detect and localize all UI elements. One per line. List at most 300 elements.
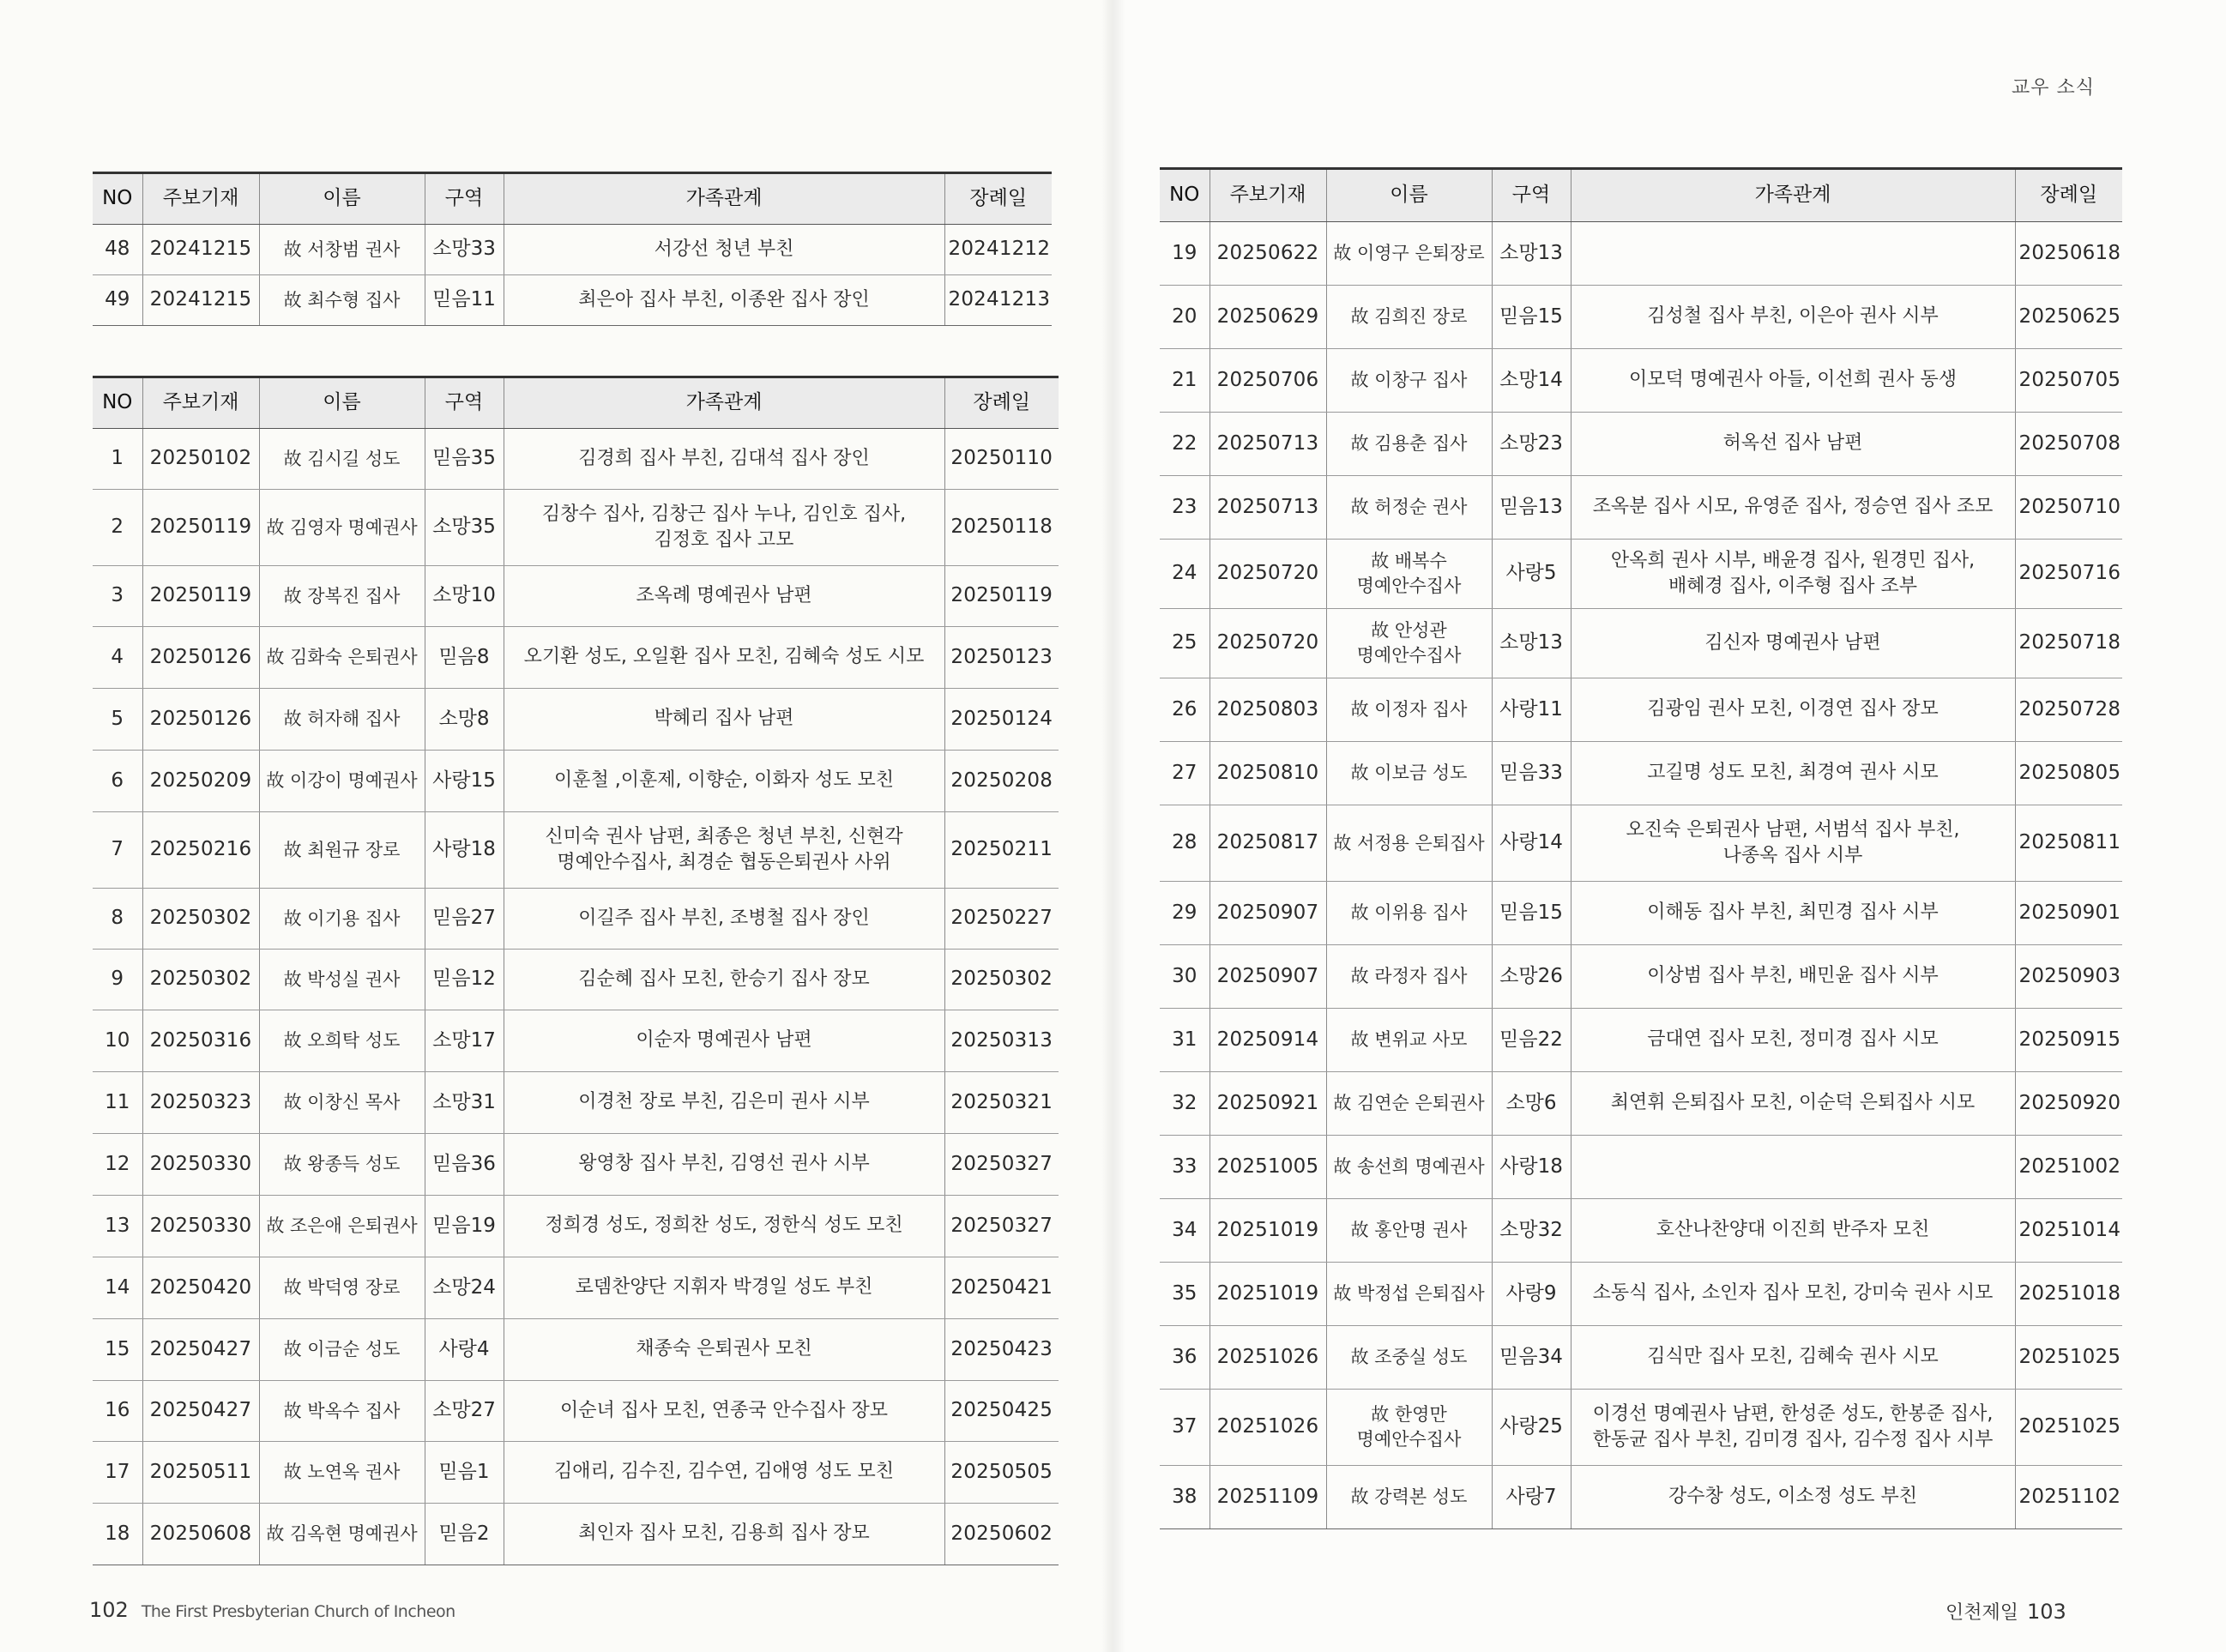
- family-relation: 최연휘 은퇴집사 모친, 이순덕 은퇴집사 시모: [1571, 1072, 2015, 1136]
- table-row: [1160, 805, 2122, 882]
- bulletin-date: 20251026: [1210, 1326, 1326, 1390]
- bulletin-date: 20250427: [142, 1381, 259, 1442]
- family-relation: 김애리, 김수진, 김수연, 김애영 성도 모친: [504, 1442, 944, 1504]
- row-number: 31: [1160, 1009, 1210, 1072]
- district: 사랑7: [1492, 1466, 1571, 1529]
- deceased-name: 故 한영만 명예안수집사: [1326, 1390, 1492, 1466]
- table-row: [1160, 349, 2122, 413]
- deceased-name: 故 서창범 권사: [259, 225, 425, 275]
- church-name: The First Presbyterian Church of Incheon: [141, 1602, 455, 1621]
- bulletin-date: 20250907: [1210, 882, 1326, 945]
- funeral-date: 20250327: [944, 1196, 1059, 1257]
- row-number: 15: [93, 1319, 142, 1381]
- family-relation: 허옥선 집사 남편: [1571, 413, 2015, 476]
- family-relation: 로뎀찬양단 지휘자 박경일 성도 부친: [504, 1257, 944, 1319]
- bulletin-date: 20250608: [142, 1504, 259, 1565]
- family-relation: 김식만 집사 모친, 김혜숙 권사 시모: [1571, 1326, 2015, 1390]
- funeral-date: 20250716: [2015, 540, 2122, 609]
- row-number: 36: [1160, 1326, 1210, 1390]
- district: 믿음15: [1492, 882, 1571, 945]
- district: 믿음8: [425, 627, 504, 689]
- row-number: 49: [93, 275, 142, 326]
- funeral-date: 20250805: [2015, 742, 2122, 805]
- family-relation: 김창수 집사, 김창근 집사 누나, 김인호 집사, 김정호 집사 고모: [504, 490, 944, 566]
- deceased-name: 故 김시길 성도: [259, 429, 425, 490]
- row-number: 1: [93, 429, 142, 490]
- deceased-name: 故 김연순 은퇴권사: [1326, 1072, 1492, 1136]
- family-relation: 이순자 명예권사 남편: [504, 1010, 944, 1072]
- row-number: 6: [93, 751, 142, 812]
- table-row: [1160, 540, 2122, 609]
- table-row: [1160, 1263, 2122, 1326]
- funeral-date: 20250227: [944, 889, 1059, 950]
- deceased-name: 故 강력본 성도: [1326, 1466, 1492, 1529]
- funeral-date: 20250915: [2015, 1009, 2122, 1072]
- row-number: 2: [93, 490, 142, 566]
- table-row: [93, 275, 1052, 326]
- funeral-date: 20250705: [2015, 349, 2122, 413]
- family-relation: 이경천 장로 부친, 김은미 권사 시부: [504, 1072, 944, 1134]
- district: 믿음35: [425, 429, 504, 490]
- family-relation: 김성철 집사 부친, 이은아 권사 시부: [1571, 286, 2015, 349]
- bulletin-date: 20250316: [142, 1010, 259, 1072]
- funeral-date: 20250423: [944, 1319, 1059, 1381]
- header-district: 구역: [425, 173, 504, 225]
- district: 소망13: [1492, 609, 1571, 678]
- bulletin-date: 20251019: [1210, 1263, 1326, 1326]
- table-row: [1160, 1466, 2122, 1529]
- row-number: 20: [1160, 286, 1210, 349]
- row-number: 24: [1160, 540, 1210, 609]
- district: 믿음22: [1492, 1009, 1571, 1072]
- district: 믿음11: [425, 275, 504, 326]
- table-row: [93, 812, 1059, 889]
- row-number: 7: [93, 812, 142, 889]
- funeral-table-2024: [93, 172, 1052, 326]
- table-row: [93, 566, 1059, 627]
- table-row: [93, 1319, 1059, 1381]
- district: 소망32: [1492, 1199, 1571, 1263]
- book-gutter: [1101, 0, 1125, 1652]
- row-number: 8: [93, 889, 142, 950]
- bulletin-date: 20250907: [1210, 945, 1326, 1009]
- funeral-date: 20250123: [944, 627, 1059, 689]
- table-header-row: [1160, 169, 2122, 222]
- table-row: [93, 1504, 1059, 1565]
- row-number: 33: [1160, 1136, 1210, 1199]
- funeral-table-2025-right: [1160, 167, 2122, 1529]
- bulletin-date: 20250420: [142, 1257, 259, 1319]
- deceased-name: 故 최원규 장로: [259, 812, 425, 889]
- funeral-date: 20250728: [2015, 678, 2122, 742]
- row-number: 30: [1160, 945, 1210, 1009]
- district: 소망17: [425, 1010, 504, 1072]
- district: 믿음1: [425, 1442, 504, 1504]
- district: 사랑14: [1492, 805, 1571, 882]
- family-relation: 오진숙 은퇴권사 남편, 서범석 집사 부친, 나종옥 집사 시부: [1571, 805, 2015, 882]
- table-row: [1160, 678, 2122, 742]
- header-bulletin-date: 주보기재: [142, 173, 259, 225]
- row-number: 19: [1160, 222, 1210, 286]
- table-row: [93, 429, 1059, 490]
- family-relation: [1571, 1136, 2015, 1199]
- row-number: 28: [1160, 805, 1210, 882]
- funeral-date: 20251014: [2015, 1199, 2122, 1263]
- row-number: 26: [1160, 678, 1210, 742]
- header-funeral-date: 장례일: [944, 173, 1052, 225]
- funeral-date: 20251025: [2015, 1326, 2122, 1390]
- family-relation: 안옥희 권사 시부, 배윤경 집사, 원경민 집사, 배혜경 집사, 이주형 집사 조부: [1571, 540, 2015, 609]
- family-relation: 금대연 집사 모친, 정미경 집사 시모: [1571, 1009, 2015, 1072]
- district: 사랑4: [425, 1319, 504, 1381]
- section-label: 교우 소식: [2012, 77, 2096, 99]
- bulletin-date: 20250803: [1210, 678, 1326, 742]
- row-number: 5: [93, 689, 142, 751]
- header-family: 가족관계: [1571, 169, 2015, 222]
- table-row: [1160, 1390, 2122, 1466]
- funeral-date: 20250119: [944, 566, 1059, 627]
- bulletin-date: 20250126: [142, 689, 259, 751]
- family-relation: 이순녀 집사 모친, 연종국 안수집사 장모: [504, 1381, 944, 1442]
- family-relation: 최은아 집사 부친, 이종완 집사 장인: [504, 275, 944, 326]
- table-row: [1160, 222, 2122, 286]
- family-relation: 김광임 권사 모친, 이경연 집사 장모: [1571, 678, 2015, 742]
- family-relation: 이훈철 ,이훈제, 이향순, 이화자 성도 모친: [504, 751, 944, 812]
- row-number: 11: [93, 1072, 142, 1134]
- bulletin-date: 20250817: [1210, 805, 1326, 882]
- deceased-name: 故 이강이 명예권사: [259, 751, 425, 812]
- funeral-date: 20250618: [2015, 222, 2122, 286]
- funeral-date: 20250903: [2015, 945, 2122, 1009]
- family-relation: 이모덕 명예권사 아들, 이선희 권사 동생: [1571, 349, 2015, 413]
- district: 소망27: [425, 1381, 504, 1442]
- family-relation: 이경선 명예권사 남편, 한성준 성도, 한봉준 집사, 한동균 집사 부친, 김미경 집사, 김수정 집사 시부: [1571, 1390, 2015, 1466]
- family-relation: 이길주 집사 부친, 조병철 집사 장인: [504, 889, 944, 950]
- row-number: 25: [1160, 609, 1210, 678]
- row-number: 48: [93, 225, 142, 275]
- bulletin-date: 20250427: [142, 1319, 259, 1381]
- table-row: [93, 950, 1059, 1010]
- funeral-date: 20250302: [944, 950, 1059, 1010]
- family-relation: 소동식 집사, 소인자 집사 모친, 강미숙 권사 시모: [1571, 1263, 2015, 1326]
- header-bulletin-date: 주보기재: [1210, 169, 1326, 222]
- funeral-date: 20250124: [944, 689, 1059, 751]
- bulletin-date: 20250302: [142, 889, 259, 950]
- district: 소망26: [1492, 945, 1571, 1009]
- district: 소망23: [1492, 413, 1571, 476]
- family-relation: 조옥례 명예권사 남편: [504, 566, 944, 627]
- deceased-name: 故 이창신 목사: [259, 1072, 425, 1134]
- district: 사랑11: [1492, 678, 1571, 742]
- family-relation: 이해동 집사 부친, 최민경 집사 시부: [1571, 882, 2015, 945]
- table-row: [93, 1196, 1059, 1257]
- deceased-name: 故 박성실 권사: [259, 950, 425, 1010]
- funeral-date: 20250811: [2015, 805, 2122, 882]
- funeral-date: 20251102: [2015, 1466, 2122, 1529]
- family-relation: 정희경 성도, 정희찬 성도, 정한식 성도 모친: [504, 1196, 944, 1257]
- deceased-name: 故 배복수 명예안수집사: [1326, 540, 1492, 609]
- funeral-date: 20250920: [2015, 1072, 2122, 1136]
- funeral-date: 20251025: [2015, 1390, 2122, 1466]
- funeral-date: 20241213: [944, 275, 1052, 326]
- table-row: [1160, 882, 2122, 945]
- header-no: NO: [93, 173, 142, 225]
- table-row: [1160, 413, 2122, 476]
- row-number: 34: [1160, 1199, 1210, 1263]
- table-row: [1160, 286, 2122, 349]
- district: 소망6: [1492, 1072, 1571, 1136]
- table-row: [93, 1134, 1059, 1196]
- bulletin-date: 20250720: [1210, 540, 1326, 609]
- bulletin-date: 20250302: [142, 950, 259, 1010]
- table-row: [93, 689, 1059, 751]
- row-number: 38: [1160, 1466, 1210, 1529]
- district: 소망10: [425, 566, 504, 627]
- right-page-number: 103: [2027, 1600, 2066, 1624]
- deceased-name: 故 김희진 장로: [1326, 286, 1492, 349]
- bulletin-date: 20250810: [1210, 742, 1326, 805]
- deceased-name: 故 최수형 집사: [259, 275, 425, 326]
- bulletin-date: 20251005: [1210, 1136, 1326, 1199]
- header-no: NO: [93, 377, 142, 429]
- row-number: 18: [93, 1504, 142, 1565]
- table-row: [93, 1257, 1059, 1319]
- header-district: 구역: [1492, 169, 1571, 222]
- table-header-row: [93, 173, 1052, 225]
- deceased-name: 故 박옥수 집사: [259, 1381, 425, 1442]
- table-row: [93, 751, 1059, 812]
- table-row: [93, 1442, 1059, 1504]
- row-number: 35: [1160, 1263, 1210, 1326]
- deceased-name: 故 장복진 집사: [259, 566, 425, 627]
- table-row: [1160, 1199, 2122, 1263]
- district: 소망35: [425, 490, 504, 566]
- bulletin-date: 20250629: [1210, 286, 1326, 349]
- funeral-date: 20251018: [2015, 1263, 2122, 1326]
- row-number: 16: [93, 1381, 142, 1442]
- family-relation: 고길명 성도 모친, 최경여 권사 시모: [1571, 742, 2015, 805]
- bulletin-date: 20250720: [1210, 609, 1326, 678]
- deceased-name: 故 이영구 은퇴장로: [1326, 222, 1492, 286]
- family-relation: 왕영창 집사 부친, 김영선 권사 시부: [504, 1134, 944, 1196]
- bulletin-date: 20250323: [142, 1072, 259, 1134]
- table-row: [93, 889, 1059, 950]
- funeral-date: 20250425: [944, 1381, 1059, 1442]
- header-name: 이름: [259, 173, 425, 225]
- row-number: 22: [1160, 413, 1210, 476]
- row-number: 10: [93, 1010, 142, 1072]
- bulletin-date: 20250914: [1210, 1009, 1326, 1072]
- table-row: [1160, 609, 2122, 678]
- deceased-name: 故 오희탁 성도: [259, 1010, 425, 1072]
- table-header-row: [93, 377, 1059, 429]
- family-relation: 이상범 집사 부친, 배민윤 집사 시부: [1571, 945, 2015, 1009]
- left-page-number: 102: [89, 1598, 129, 1622]
- district: 믿음19: [425, 1196, 504, 1257]
- row-number: 27: [1160, 742, 1210, 805]
- district: 사랑15: [425, 751, 504, 812]
- family-relation: 호산나찬양대 이진희 반주자 모친: [1571, 1199, 2015, 1263]
- bulletin-date: 20250706: [1210, 349, 1326, 413]
- row-number: 29: [1160, 882, 1210, 945]
- row-number: 21: [1160, 349, 1210, 413]
- table-row: [93, 627, 1059, 689]
- bulletin-date: 20250713: [1210, 476, 1326, 540]
- funeral-date: 20250321: [944, 1072, 1059, 1134]
- funeral-date: 20250313: [944, 1010, 1059, 1072]
- table-row: [1160, 1072, 2122, 1136]
- table-row: [93, 1381, 1059, 1442]
- funeral-date: 20250602: [944, 1504, 1059, 1565]
- family-relation: 박혜리 집사 남편: [504, 689, 944, 751]
- row-number: 37: [1160, 1390, 1210, 1466]
- table-row: [93, 1072, 1059, 1134]
- bulletin-date: 20250119: [142, 566, 259, 627]
- funeral-date: 20250901: [2015, 882, 2122, 945]
- funeral-date: 20250710: [2015, 476, 2122, 540]
- row-number: 12: [93, 1134, 142, 1196]
- row-number: 14: [93, 1257, 142, 1319]
- table-row: [1160, 742, 2122, 805]
- deceased-name: 故 이금순 성도: [259, 1319, 425, 1381]
- row-number: 3: [93, 566, 142, 627]
- row-number: 13: [93, 1196, 142, 1257]
- table-row: [1160, 1136, 2122, 1199]
- family-relation: 신미숙 권사 남편, 최종은 청년 부친, 신현각 명예안수집사, 최경순 협동은퇴권사 사위: [504, 812, 944, 889]
- family-relation: 김경희 집사 부친, 김대석 집사 장인: [504, 429, 944, 490]
- magazine-name: 인천제일: [1945, 1602, 2019, 1624]
- family-relation: 김순혜 집사 모친, 한승기 집사 장모: [504, 950, 944, 1010]
- family-relation: 조옥분 집사 시모, 유영준 집사, 정승연 집사 조모: [1571, 476, 2015, 540]
- district: 소망14: [1492, 349, 1571, 413]
- family-relation: 서강선 청년 부친: [504, 225, 944, 275]
- deceased-name: 故 왕종득 성도: [259, 1134, 425, 1196]
- district: 믿음27: [425, 889, 504, 950]
- deceased-name: 故 이위용 집사: [1326, 882, 1492, 945]
- table-row: [1160, 945, 2122, 1009]
- deceased-name: 故 이정자 집사: [1326, 678, 1492, 742]
- bulletin-date: 20250622: [1210, 222, 1326, 286]
- deceased-name: 故 조은애 은퇴권사: [259, 1196, 425, 1257]
- bulletin-date: 20241215: [142, 225, 259, 275]
- district: 소망33: [425, 225, 504, 275]
- table-row: [1160, 1326, 2122, 1390]
- bulletin-date: 20250216: [142, 812, 259, 889]
- left-page-footer: [89, 1598, 455, 1622]
- family-relation: [1571, 222, 2015, 286]
- deceased-name: 故 변위교 사모: [1326, 1009, 1492, 1072]
- header-name: 이름: [259, 377, 425, 429]
- funeral-date: 20250421: [944, 1257, 1059, 1319]
- deceased-name: 故 조중실 성도: [1326, 1326, 1492, 1390]
- header-bulletin-date: 주보기재: [142, 377, 259, 429]
- row-number: 4: [93, 627, 142, 689]
- deceased-name: 故 송선희 명예권사: [1326, 1136, 1492, 1199]
- funeral-date: 20250708: [2015, 413, 2122, 476]
- deceased-name: 故 김용춘 집사: [1326, 413, 1492, 476]
- funeral-date: 20250718: [2015, 609, 2122, 678]
- bulletin-date: 20250102: [142, 429, 259, 490]
- family-relation: 김신자 명예권사 남편: [1571, 609, 2015, 678]
- district: 사랑9: [1492, 1263, 1571, 1326]
- district: 사랑25: [1492, 1390, 1571, 1466]
- header-no: NO: [1160, 169, 1210, 222]
- district: 믿음2: [425, 1504, 504, 1565]
- header-name: 이름: [1326, 169, 1492, 222]
- deceased-name: 故 박정섭 은퇴집사: [1326, 1263, 1492, 1326]
- family-relation: 채종숙 은퇴권사 모친: [504, 1319, 944, 1381]
- bulletin-date: 20250713: [1210, 413, 1326, 476]
- bulletin-date: 20251019: [1210, 1199, 1326, 1263]
- deceased-name: 故 김옥현 명예권사: [259, 1504, 425, 1565]
- deceased-name: 故 이창구 집사: [1326, 349, 1492, 413]
- district: 사랑18: [1492, 1136, 1571, 1199]
- district: 믿음36: [425, 1134, 504, 1196]
- bulletin-date: 20250511: [142, 1442, 259, 1504]
- district: 소망31: [425, 1072, 504, 1134]
- deceased-name: 故 김영자 명예권사: [259, 490, 425, 566]
- right-page-footer: [1945, 1598, 2066, 1625]
- header-funeral-date: 장례일: [2015, 169, 2122, 222]
- family-relation: 강수창 성도, 이소정 성도 부친: [1571, 1466, 2015, 1529]
- funeral-date: 20250118: [944, 490, 1059, 566]
- row-number: 32: [1160, 1072, 1210, 1136]
- deceased-name: 故 김화숙 은퇴권사: [259, 627, 425, 689]
- deceased-name: 故 허자해 집사: [259, 689, 425, 751]
- district: 믿음12: [425, 950, 504, 1010]
- deceased-name: 故 이보금 성도: [1326, 742, 1492, 805]
- bulletin-date: 20241215: [142, 275, 259, 326]
- bulletin-date: 20250119: [142, 490, 259, 566]
- bulletin-date: 20250330: [142, 1134, 259, 1196]
- deceased-name: 故 홍안명 권사: [1326, 1199, 1492, 1263]
- bulletin-date: 20251026: [1210, 1390, 1326, 1466]
- deceased-name: 故 노연옥 권사: [259, 1442, 425, 1504]
- funeral-date: 20250110: [944, 429, 1059, 490]
- family-relation: 오기환 성도, 오일환 집사 모친, 김혜숙 성도 시모: [504, 627, 944, 689]
- header-funeral-date: 장례일: [944, 377, 1059, 429]
- district: 사랑5: [1492, 540, 1571, 609]
- family-relation: 최인자 집사 모친, 김용희 집사 장모: [504, 1504, 944, 1565]
- funeral-date: 20250208: [944, 751, 1059, 812]
- district: 믿음33: [1492, 742, 1571, 805]
- deceased-name: 故 이기용 집사: [259, 889, 425, 950]
- table-row: [93, 225, 1052, 275]
- table-row: [1160, 476, 2122, 540]
- header-family: 가족관계: [504, 173, 944, 225]
- bulletin-date: 20250921: [1210, 1072, 1326, 1136]
- district: 사랑18: [425, 812, 504, 889]
- table-row: [1160, 1009, 2122, 1072]
- district: 믿음34: [1492, 1326, 1571, 1390]
- deceased-name: 故 박덕영 장로: [259, 1257, 425, 1319]
- funeral-date: 20250625: [2015, 286, 2122, 349]
- district: 믿음13: [1492, 476, 1571, 540]
- funeral-table-2025-left: [93, 376, 1059, 1565]
- bulletin-date: 20250209: [142, 751, 259, 812]
- deceased-name: 故 라정자 집사: [1326, 945, 1492, 1009]
- bulletin-date: 20251109: [1210, 1466, 1326, 1529]
- district: 믿음15: [1492, 286, 1571, 349]
- district: 소망24: [425, 1257, 504, 1319]
- funeral-date: 20250505: [944, 1442, 1059, 1504]
- district: 소망13: [1492, 222, 1571, 286]
- funeral-date: 20251002: [2015, 1136, 2122, 1199]
- deceased-name: 故 허정순 권사: [1326, 476, 1492, 540]
- header-family: 가족관계: [504, 377, 944, 429]
- district: 소망8: [425, 689, 504, 751]
- table-row: [93, 490, 1059, 566]
